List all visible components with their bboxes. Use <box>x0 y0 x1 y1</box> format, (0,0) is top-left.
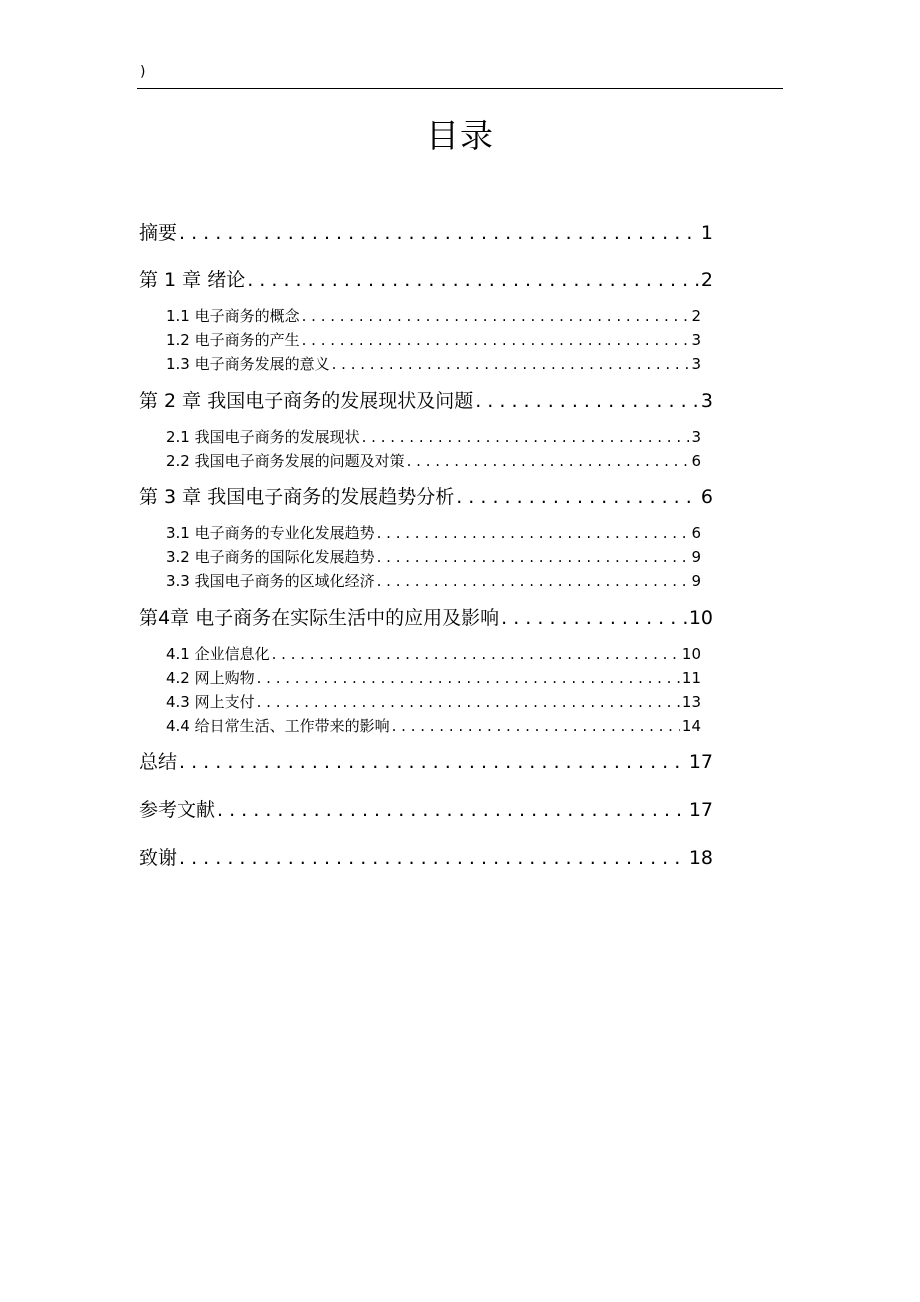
toc-entry-label: 2.2 我国电子商务发展的问题及对策 <box>166 452 405 470</box>
toc-entry[interactable] <box>166 691 701 713</box>
toc-entry-page: 3 <box>691 428 701 446</box>
toc-entry[interactable] <box>139 749 713 775</box>
dot-leader <box>300 329 690 351</box>
toc-entry-label: 1.3 电子商务发展的意义 <box>166 355 330 373</box>
dot-leader <box>255 667 680 689</box>
toc-entry[interactable] <box>166 450 701 472</box>
toc-entry-label: 第 1 章 绪论 <box>139 269 246 291</box>
toc-entry-page: 13 <box>681 693 701 711</box>
dot-leader <box>454 484 699 510</box>
toc-entry-page: 10 <box>688 607 713 629</box>
toc-entry-page: 10 <box>681 645 701 663</box>
toc-entry[interactable] <box>166 667 701 689</box>
toc-entry-page: 3 <box>691 331 701 349</box>
toc-entry-page: 17 <box>688 751 713 773</box>
toc-entry-page: 17 <box>688 799 713 821</box>
toc-entry-label: 4.4 给日常生活、工作带来的影响 <box>166 717 390 735</box>
toc-entry-label: 1.1 电子商务的概念 <box>166 307 300 325</box>
toc-entry-label: 第4章 电子商务在实际生活中的应用及影响 <box>139 607 500 629</box>
toc-entry-page: 2 <box>691 307 701 325</box>
toc-entry-label: 致谢 <box>139 847 178 869</box>
dot-leader <box>375 522 690 544</box>
toc-entry-page: 1 <box>700 222 713 244</box>
toc-entry-label: 4.1 企业信息化 <box>166 645 270 663</box>
toc-entry[interactable] <box>139 797 713 823</box>
dot-leader <box>405 450 690 472</box>
toc-entry[interactable] <box>139 484 713 510</box>
toc-entry-page: 6 <box>691 524 701 542</box>
toc-entry-page: 3 <box>700 390 713 412</box>
toc-entry[interactable] <box>166 329 701 351</box>
header-mark: ) <box>140 64 146 80</box>
toc-entry[interactable] <box>166 305 701 327</box>
toc-entry[interactable] <box>166 546 701 568</box>
dot-leader <box>375 546 690 568</box>
toc-entry-page: 6 <box>700 486 713 508</box>
dot-leader <box>215 797 687 823</box>
dot-leader <box>245 267 699 293</box>
toc-entry-label: 摘要 <box>139 222 178 244</box>
toc-entry[interactable] <box>166 426 701 448</box>
toc-entry-page: 2 <box>700 269 713 291</box>
toc-entry-page: 9 <box>691 548 701 566</box>
toc-entry-label: 3.2 电子商务的国际化发展趋势 <box>166 548 375 566</box>
dot-leader <box>177 220 699 246</box>
dot-leader <box>177 845 687 871</box>
toc-entry-label: 3.3 我国电子商务的区域化经济 <box>166 572 375 590</box>
toc-entry[interactable] <box>139 388 713 414</box>
toc-entry-label: 1.2 电子商务的产生 <box>166 331 300 349</box>
toc-entry-label: 第 3 章 我国电子商务的发展趋势分析 <box>139 486 455 508</box>
dot-leader <box>360 426 690 448</box>
toc-entry-label: 第 2 章 我国电子商务的发展现状及问题 <box>139 390 474 412</box>
dot-leader <box>473 388 699 414</box>
toc-entry[interactable] <box>166 353 701 375</box>
dot-leader <box>375 570 690 592</box>
toc-entry-label: 4.2 网上购物 <box>166 669 255 687</box>
toc-entry-page: 14 <box>681 717 701 735</box>
toc-entry-page: 18 <box>688 847 713 869</box>
toc-entry[interactable] <box>139 220 713 246</box>
dot-leader <box>300 305 690 327</box>
toc-entry-label: 2.1 我国电子商务的发展现状 <box>166 428 360 446</box>
dot-leader <box>390 715 680 737</box>
toc-entry-page: 6 <box>691 452 701 470</box>
toc-entry-label: 参考文献 <box>139 799 216 821</box>
toc-entry-page: 3 <box>691 355 701 373</box>
dot-leader <box>330 353 690 375</box>
toc-entry-label: 3.1 电子商务的专业化发展趋势 <box>166 524 375 542</box>
toc-entry-page: 9 <box>691 572 701 590</box>
toc-entry[interactable] <box>166 715 701 737</box>
toc-entry-page: 11 <box>681 669 701 687</box>
toc-entry[interactable] <box>166 522 701 544</box>
dot-leader <box>270 643 680 665</box>
toc-entry-label: 总结 <box>139 751 178 773</box>
dot-leader <box>177 749 687 775</box>
page-title: 目录 <box>426 116 494 155</box>
toc-entry[interactable] <box>139 267 713 293</box>
dot-leader <box>255 691 680 713</box>
toc-entry[interactable] <box>166 643 701 665</box>
toc-entry[interactable] <box>139 845 713 871</box>
toc-entry[interactable] <box>166 570 701 592</box>
dot-leader <box>499 605 687 631</box>
toc-entry[interactable] <box>139 605 713 631</box>
toc-entry-label: 4.3 网上支付 <box>166 693 255 711</box>
